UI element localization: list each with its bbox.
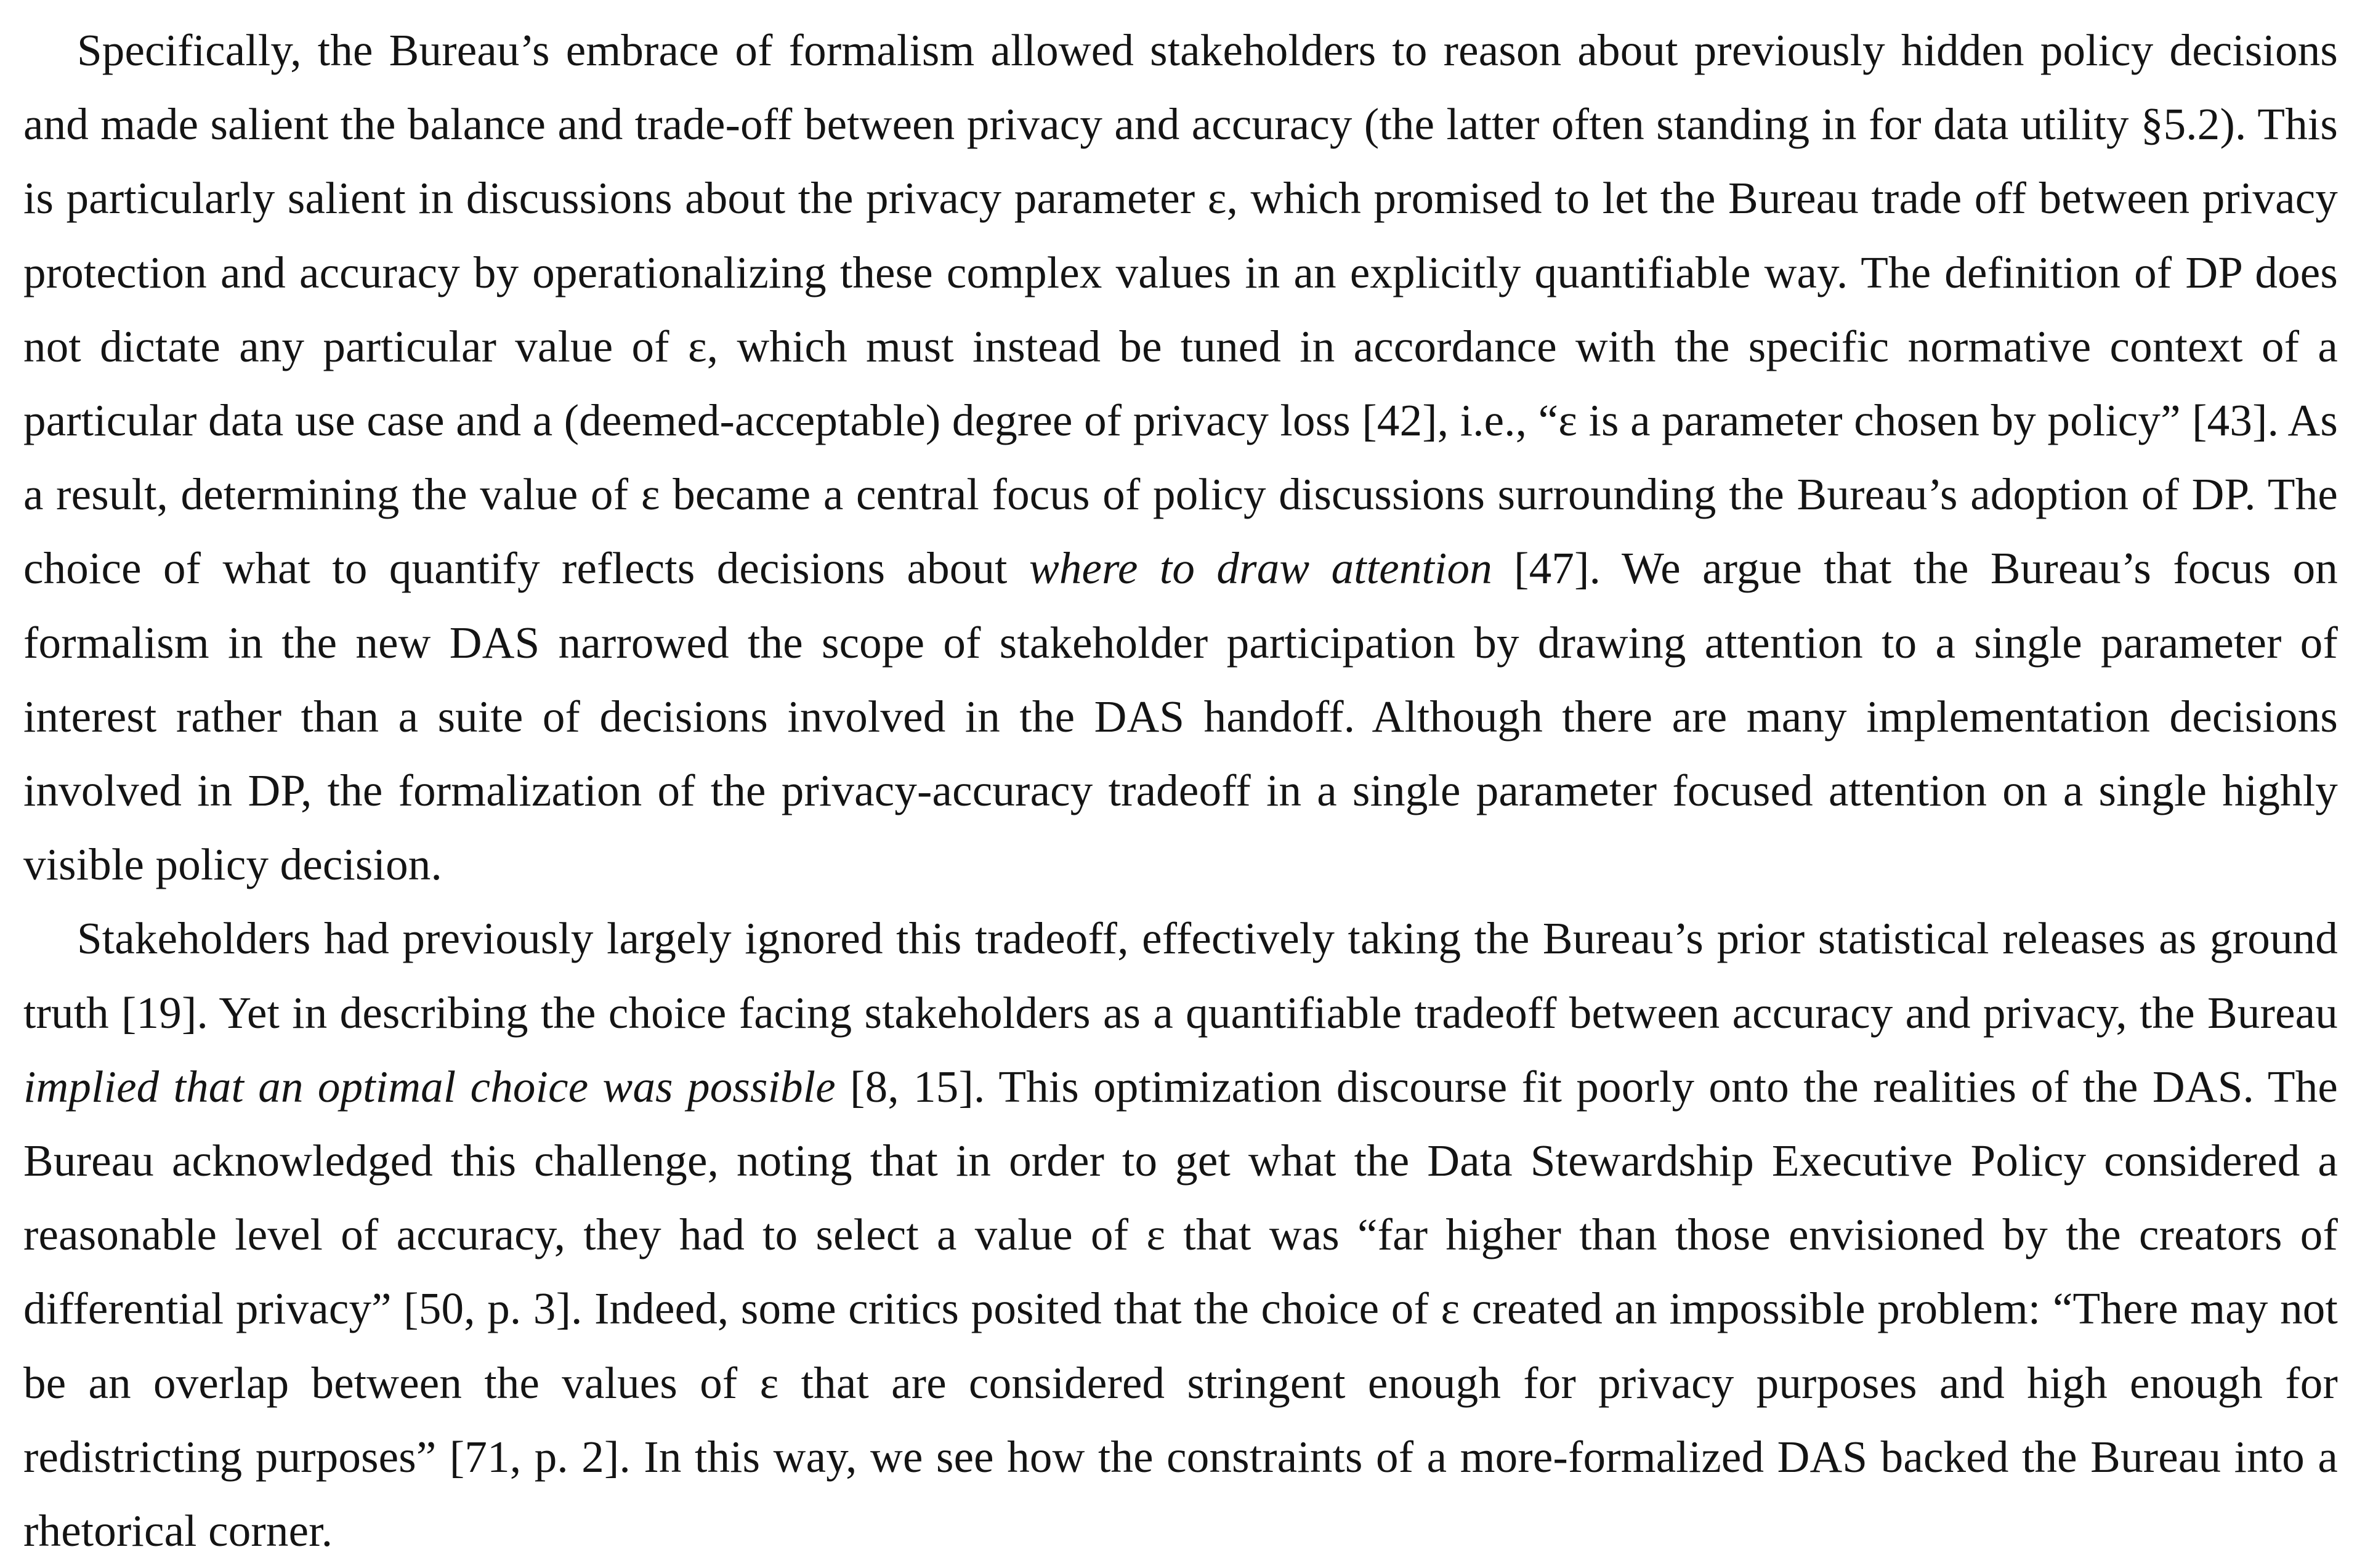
paragraph-2-text-b: [8, 15]. This optimization discourse fit poorly onto the realities of the DAS. The Bureau acknowledged this challenge, noting that in order to get what the Data Stewardship Executive Policy considered a reasonable level of accuracy, they had to select a value of ε that was “far higher than those envisioned by the creators of differential privacy” [50, p. 3]. Indeed, some critics posited that the choice of ε created an impossible problem: “There may not be an overlap between the values of ε that are considered stringent enough for privacy purposes and high enough for redistricting purposes” [71, p. 2]. In this way, we see how the constraints of a more-formalized DAS backed the Bureau into a rhetorical corner. <box>23 1061 2339 1556</box>
paragraph-2-text-a: Stakeholders had previously largely ignored this tradeoff, effectively taking the Bureau’s prior statistical releases as ground truth [19]. Yet in describing the choice facing stakeholders as a quantifiable tradeoff between accuracy and privacy, the Bureau <box>23 913 2338 1038</box>
paragraph-1-text-b: [47]. We argue that the Bureau’s focus on formalism in the new DAS narrowed the scope of stakeholder participation by drawing attention to a single parameter of interest rather than a suite of decisions involved in the DAS handoff. Although there are many implementation decisions involved in DP, the formalization of the privacy-accuracy tradeoff in a single parameter focused attention on a single highly visible policy decision. <box>23 543 2339 890</box>
paragraph-1 <box>23 14 2338 902</box>
paragraph-2-italic-phrase: implied that an optimal choice was possible <box>23 1061 836 1112</box>
paragraph-2 <box>23 902 2338 1568</box>
paragraph-1-italic-phrase: where to draw attention <box>1029 543 1492 594</box>
paragraph-1-text-a: Specifically, the Bureau’s embrace of formalism allowed stakeholders to reason about previously hidden policy decisions and made salient the balance and trade-off between privacy and accuracy (the latter often standing in for data utility §5.2). This is particularly salient in discussions about the privacy parameter ε, which promised to let the Bureau trade off between privacy protection and accuracy by operationalizing these complex values in an explicitly quantifiable way. The definition of DP does not dictate any particular value of ε, which must instead be tuned in accordance with the specific normative context of a particular data use case and a (deemed-acceptable) degree of privacy loss [42], i.e., “ε is a parameter chosen by policy” [43]. As a result, determining the value of ε became a central focus of policy discussions surrounding the Bureau’s adoption of DP. The choice of what to quantify reflects decisions about <box>23 25 2338 594</box>
